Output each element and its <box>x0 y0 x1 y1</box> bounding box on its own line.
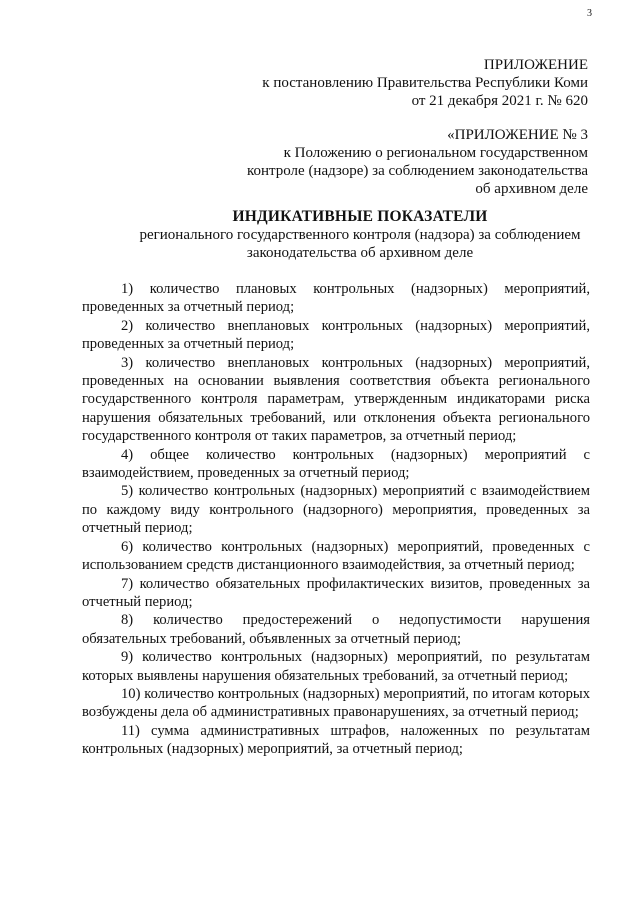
appendix-sub-line: контроле (надзоре) за соблюдением законодательства <box>246 163 588 179</box>
document-heading <box>100 208 620 262</box>
indicator-item: 3) количество внеплановых контрольных (надзорных) мероприятий, проведенных на основании выявления соответствия объекта регионального государственного контроля параметрам, утвержденным индикаторами риска нарушения обязательных требований, или отклонения объекта регионального государственного контроля от таких параметров, за отчетный период; <box>82 354 590 445</box>
appendix-sub-line: об архивном деле <box>475 181 588 197</box>
indicator-item: 6) количество контрольных (надзорных) мероприятий, проведенных с использованием средств дистанционного взаимодействия, за отчетный период; <box>82 538 590 574</box>
indicator-item: 10) количество контрольных (надзорных) мероприятий, по итогам которых возбуждены дела об административных правонарушениях, за отчетный период; <box>82 685 590 721</box>
appendix-main-line: от 21 декабря 2021 г. № 620 <box>411 93 588 109</box>
indicator-item: 9) количество контрольных (надзорных) мероприятий, по результатам которых выявлены нарушения обязательных требований, за отчетный период; <box>82 649 590 684</box>
heading-subtitle-line: законодательства об архивном деле <box>246 245 474 261</box>
indicator-item: 7) количество обязательных профилактических визитов, проведенных за отчетный период; <box>82 575 590 610</box>
appendix-sub-line: к Положению о региональном государственном <box>283 145 588 161</box>
heading-subtitle-line: регионального государственного контроля (надзора) за соблюдением <box>139 227 581 243</box>
indicator-item: 8) количество предостережений о недопустимости нарушения обязательных требований, объявленных за отчетный период; <box>82 612 590 647</box>
indicator-item: 11) сумма административных штрафов, наложенных по результатам контрольных (надзорных) мероприятий, за отчетный период; <box>82 722 590 758</box>
indicator-item: 1) количество плановых контрольных (надзорных) мероприятий, проведенных за отчетный период; <box>82 281 590 316</box>
indicator-item: 4) общее количество контрольных (надзорных) мероприятий с взаимодействием, проведенных за отчетный период; <box>82 446 590 482</box>
appendix-sub-line: «ПРИЛОЖЕНИЕ № 3 <box>447 127 588 143</box>
page-number: 3 <box>587 8 592 19</box>
indicator-list <box>82 280 590 759</box>
appendix-main-line: ПРИЛОЖЕНИЕ <box>483 57 588 73</box>
indicator-item: 2) количество внеплановых контрольных (надзорных) мероприятий, проведенных за отчетный период; <box>82 317 590 353</box>
heading-title: ИНДИКАТИВНЫЕ ПОКАЗАТЕЛИ <box>232 208 488 225</box>
indicator-item: 5) количество контрольных (надзорных) мероприятий с взаимодействием по каждому виду контрольного (надзорного) мероприятия, проведенных за отчетный период; <box>82 483 590 537</box>
appendix-main-block <box>262 56 588 110</box>
appendix-sub-block <box>247 126 588 198</box>
appendix-main-line: к постановлению Правительства Республики Коми <box>262 75 588 91</box>
